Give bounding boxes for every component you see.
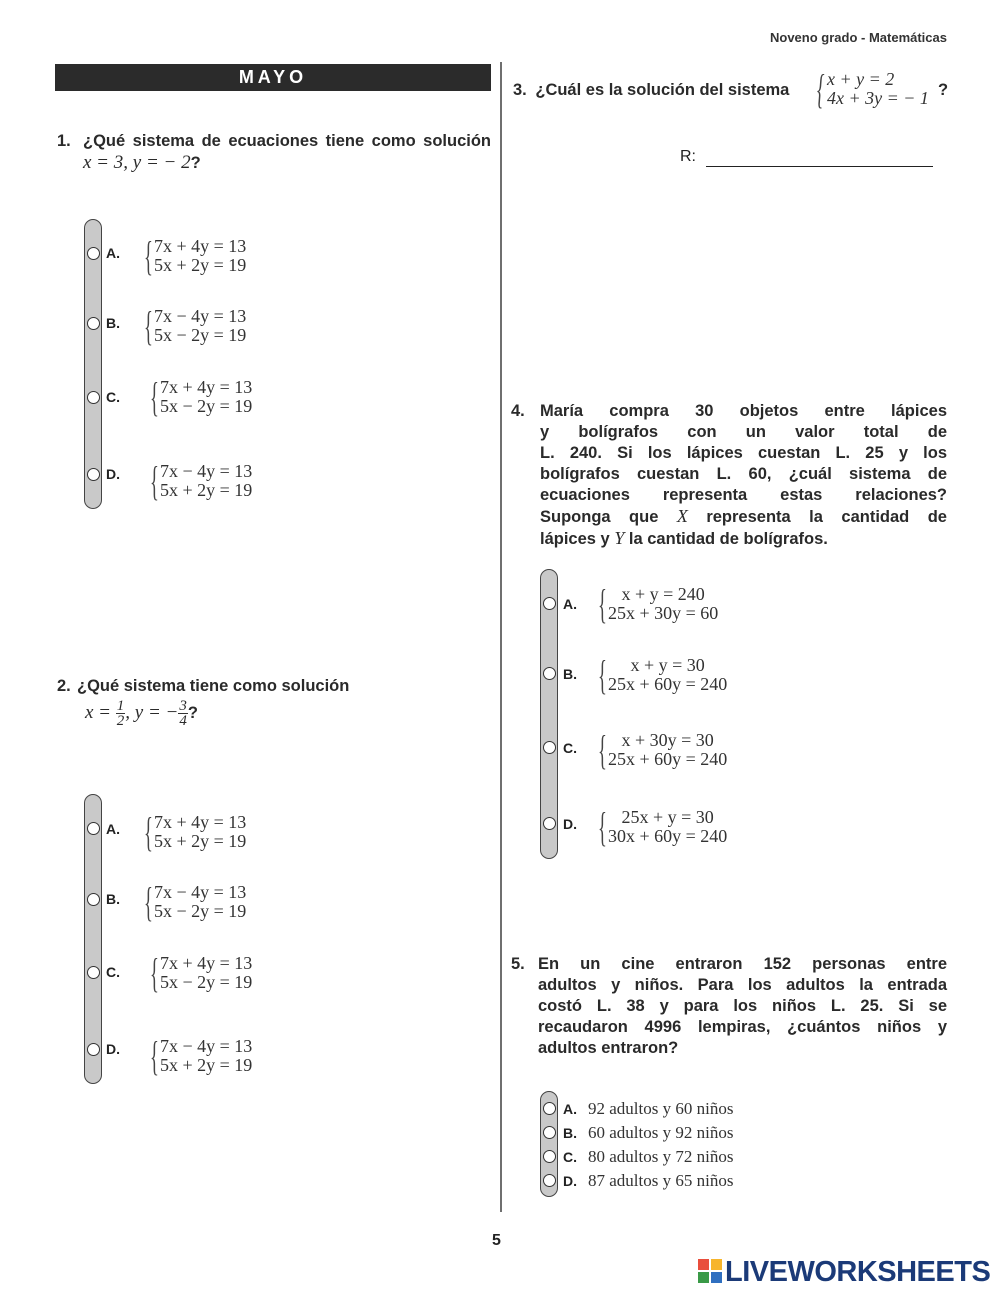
question-2: 2. ¿Qué sistema tiene como solución x = $\frac{1}{2}$ , y = − $\frac{3}{4}$ ? bbox=[57, 676, 491, 728]
q1-option-a-letter: A. bbox=[106, 245, 120, 261]
question-2-text: ¿Qué sistema tiene como solución bbox=[77, 677, 350, 695]
q2-option-d-radio[interactable] bbox=[87, 1043, 100, 1056]
brace-icon: { bbox=[817, 66, 825, 112]
brace-icon: { bbox=[150, 1033, 159, 1079]
q1-option-b-system: { 7x − 4y = 13 5x − 2y = 19 bbox=[144, 303, 247, 349]
brace-icon: { bbox=[144, 303, 153, 349]
fraction-x: $\frac{1}{2}$ bbox=[116, 698, 125, 729]
q4-option-d-system: { 25x + y = 30 30x + 60y = 240 bbox=[598, 804, 728, 850]
q5-option-d-radio[interactable] bbox=[543, 1174, 556, 1187]
q4-option-c-letter: C. bbox=[563, 740, 577, 756]
answer-line-input[interactable] bbox=[706, 166, 933, 167]
q5-option-d-letter: D. bbox=[563, 1173, 577, 1189]
brace-icon: { bbox=[150, 374, 159, 420]
brand-logo[interactable] bbox=[698, 1256, 990, 1289]
q4-option-b-letter: B. bbox=[563, 666, 577, 682]
question-5: 5. En un cine entraron 152 personas entre adultos y niños. Para los adultos la entrada costó L. 38 y para los niños L. 25. Si se recaudaron 4996 lempiras, ¿cuántos niños y adultos entraron? bbox=[511, 955, 947, 1057]
q2-option-d-system: { 7x − 4y = 13 5x + 2y = 19 bbox=[150, 1033, 253, 1079]
brace-icon: { bbox=[598, 804, 607, 850]
question-5-number: 5. bbox=[511, 955, 525, 973]
brace-icon: { bbox=[150, 950, 159, 996]
question-3-system: { x + y = 2 4x + 3y = − 1 bbox=[817, 66, 929, 112]
q2-option-b-letter: B. bbox=[106, 891, 120, 907]
brace-icon: { bbox=[598, 727, 607, 773]
q2-option-c-letter: C. bbox=[106, 964, 120, 980]
q1-option-c-radio[interactable] bbox=[87, 391, 100, 404]
q4-option-d-radio[interactable] bbox=[543, 817, 556, 830]
brace-icon: { bbox=[144, 233, 153, 279]
page-number: 5 bbox=[492, 1232, 501, 1249]
question-4: 4. María compra 30 objetos entre lápices y bolígrafos con un valor total de L. 240. Si los lápices cuestan L. 25 y los bolígrafos cuestan L. 60, ¿cuál sistema de ecuaciones representa estas relaciones? Suponga que X representa la cantidad de lápices y Y la cantidad de bolígrafos. bbox=[511, 402, 947, 548]
q4-option-a-system: { x + y = 240 25x + 30y = 60 bbox=[598, 581, 719, 627]
q1-option-a-system: { 7x + 4y = 13 5x + 2y = 19 bbox=[144, 233, 247, 279]
month-banner: MAYO bbox=[55, 64, 491, 91]
q4-option-c-radio[interactable] bbox=[543, 741, 556, 754]
q2-option-c-radio[interactable] bbox=[87, 966, 100, 979]
liveworksheets-logo-icon bbox=[698, 1258, 722, 1282]
brace-icon: { bbox=[150, 458, 159, 504]
q5-option-c-radio[interactable] bbox=[543, 1150, 556, 1163]
q5-option-a-letter: A. bbox=[563, 1101, 577, 1117]
q5-option-b-text: 60 adultos y 92 niños bbox=[588, 1123, 734, 1142]
brace-icon: { bbox=[144, 809, 153, 855]
q2-option-a-radio[interactable] bbox=[87, 822, 100, 835]
q1-option-track bbox=[84, 219, 102, 509]
question-2-number: 2. bbox=[57, 677, 71, 695]
question-4-number: 4. bbox=[511, 402, 525, 420]
question-1-solution: x = 3, y = − 2 bbox=[83, 152, 191, 173]
q4-option-b-system: { x + y = 30 25x + 60y = 240 bbox=[598, 652, 728, 698]
q1-option-d-radio[interactable] bbox=[87, 468, 100, 481]
q5-option-b-radio[interactable] bbox=[543, 1126, 556, 1139]
q4-option-d-letter: D. bbox=[563, 816, 577, 832]
q5-option-a-text: 92 adultos y 60 niños bbox=[588, 1099, 734, 1118]
question-3-number: 3. bbox=[513, 81, 527, 99]
question-1-text: ¿Qué sistema de ecuaciones tiene como solución bbox=[83, 132, 491, 150]
q1-option-b-radio[interactable] bbox=[87, 317, 100, 330]
brace-icon: { bbox=[598, 652, 607, 698]
q1-option-a-radio[interactable] bbox=[87, 247, 100, 260]
question-3-text: ¿Cuál es la solución del sistema bbox=[535, 81, 790, 99]
q5-option-b-letter: B. bbox=[563, 1125, 577, 1141]
q2-option-d-letter: D. bbox=[106, 1041, 120, 1057]
q2-option-a-system: { 7x + 4y = 13 5x + 2y = 19 bbox=[144, 809, 247, 855]
fraction-y: $\frac{3}{4}$ bbox=[179, 698, 187, 729]
q4-option-a-letter: A. bbox=[563, 596, 577, 612]
q4-option-track bbox=[540, 569, 558, 859]
q1-option-b-letter: B. bbox=[106, 315, 120, 331]
q2-option-track bbox=[84, 794, 102, 1084]
question-1-number: 1. bbox=[57, 132, 71, 150]
q5-option-d-text: 87 adultos y 65 niños bbox=[588, 1171, 734, 1190]
column-divider bbox=[500, 62, 502, 1212]
answer-label: R: bbox=[680, 148, 696, 165]
brand-name: LIVEWORKSHEETS bbox=[725, 1256, 991, 1288]
question-1 bbox=[57, 131, 491, 174]
q2-option-c-system: { 7x + 4y = 13 5x − 2y = 19 bbox=[150, 950, 253, 996]
q1-option-c-letter: C. bbox=[106, 389, 120, 405]
q2-option-a-letter: A. bbox=[106, 821, 120, 837]
q1-option-d-letter: D. bbox=[106, 466, 120, 482]
q4-option-c-system: { x + 30y = 30 25x + 60y = 240 bbox=[598, 727, 728, 773]
q1-option-d-system: { 7x − 4y = 13 5x + 2y = 19 bbox=[150, 458, 253, 504]
page-header-subject: Noveno grado - Matemáticas bbox=[770, 30, 947, 45]
q4-option-a-radio[interactable] bbox=[543, 597, 556, 610]
q1-option-c-system: { 7x + 4y = 13 5x − 2y = 19 bbox=[150, 374, 253, 420]
brace-icon: { bbox=[144, 879, 153, 925]
q2-option-b-system: { 7x − 4y = 13 5x − 2y = 19 bbox=[144, 879, 247, 925]
q5-option-a-radio[interactable] bbox=[543, 1102, 556, 1115]
q5-option-c-letter: C. bbox=[563, 1149, 577, 1165]
brace-icon: { bbox=[598, 581, 607, 627]
q4-option-b-radio[interactable] bbox=[543, 667, 556, 680]
q5-option-c-text: 80 adultos y 72 niños bbox=[588, 1147, 734, 1166]
question-3-qmark: ? bbox=[938, 81, 949, 99]
q2-option-b-radio[interactable] bbox=[87, 893, 100, 906]
question-1-qmark: ? bbox=[190, 154, 201, 172]
